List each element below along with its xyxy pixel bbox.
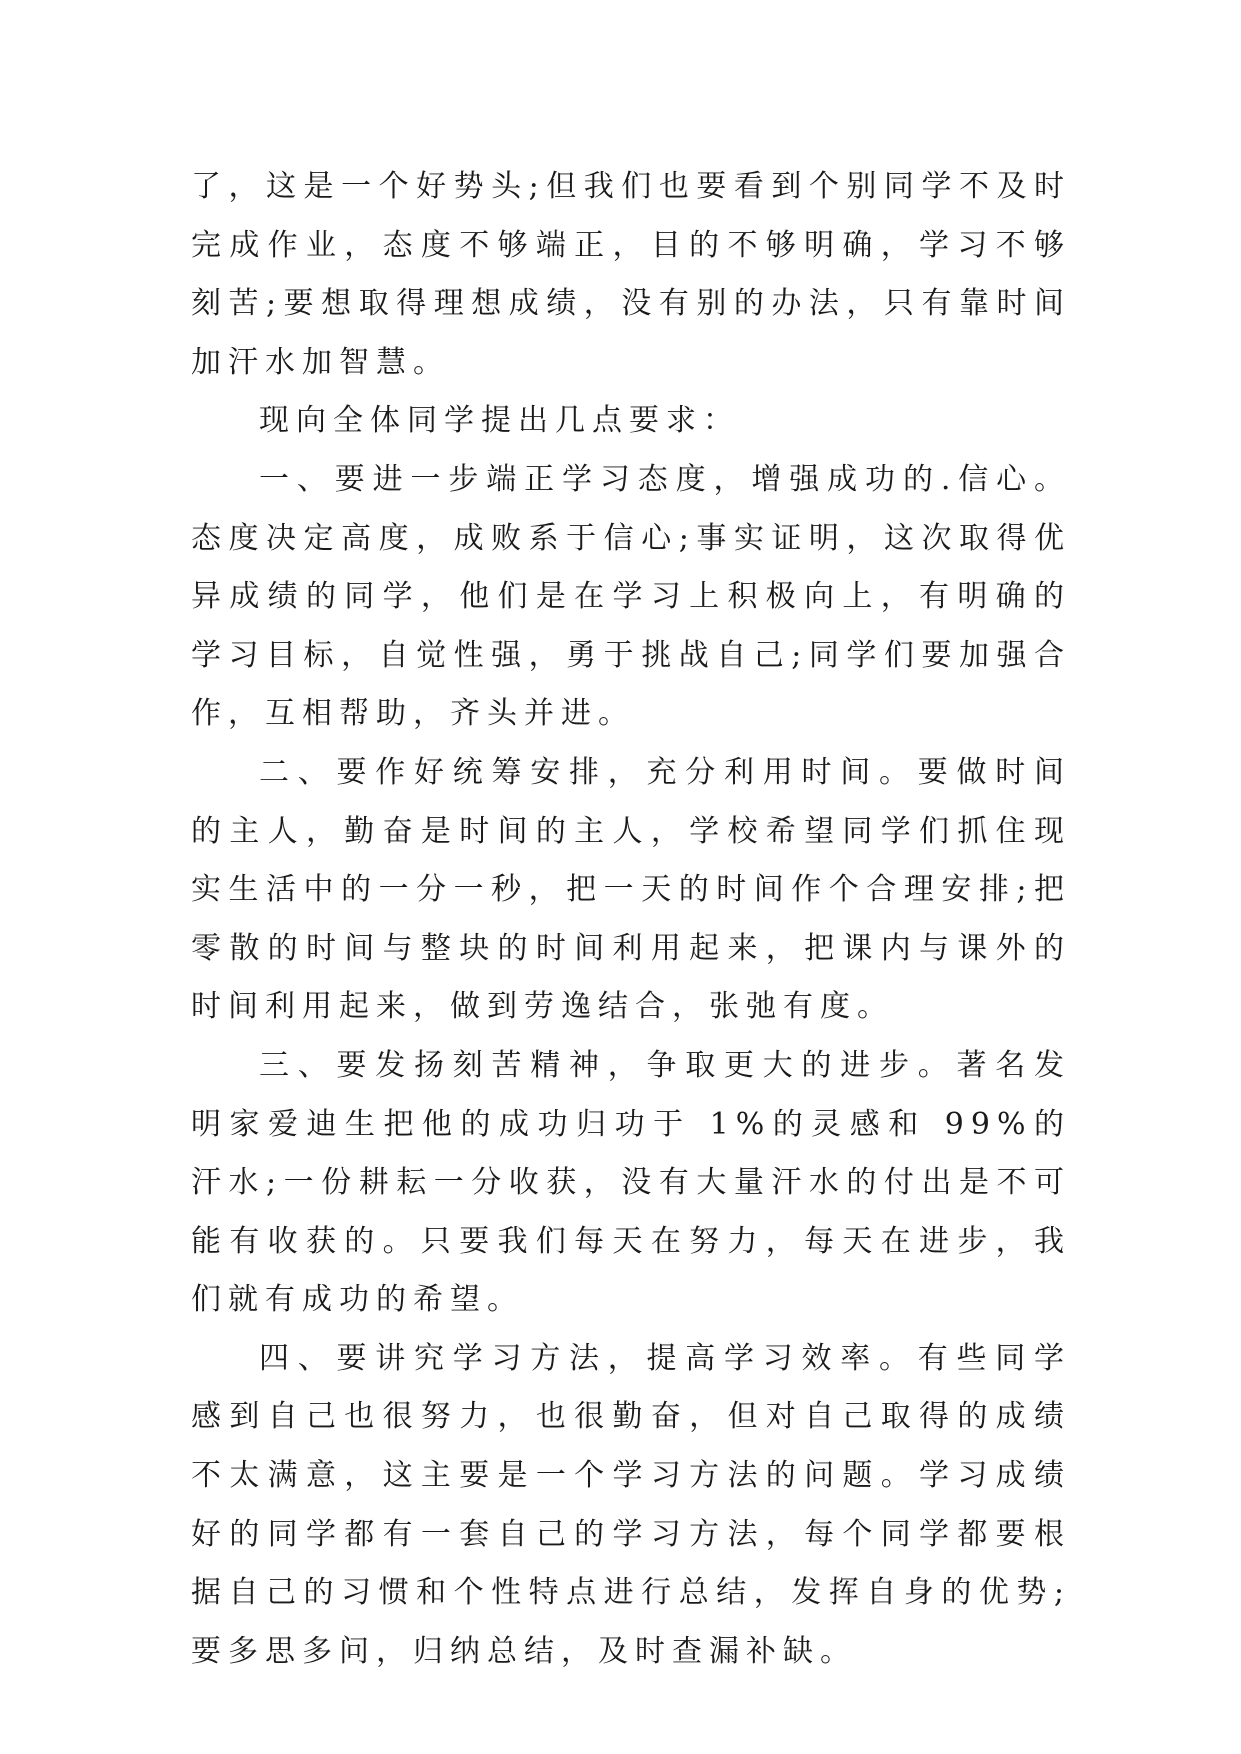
paragraph-point-3: 三、要发扬刻苦精神，争取更大的进步。著名发明家爱迪生把他的成功归功于 1%的灵感和 99%的汗水;一份耕耘一分收获，没有大量汗水的付出是不可能有收获的。只要我们每天在努力，每天在进步，我们就有成功的希望。 <box>191 1047 1071 1318</box>
document-body <box>191 158 1071 1681</box>
paragraph-intro: 现向全体同学提出几点要求： <box>259 403 740 439</box>
paragraph-point-4: 四、要讲究学习方法，提高学习效率。有些同学感到自己也很努力，也很勤奋，但对自己取得的成绩不太满意，这主要是一个学习方法的问题。学习成绩好的同学都有一套自己的学习方法，每个同学都要根据自己的习惯和个性特点进行总结，发挥自身的优势;要多思多问，归纳总结，及时查漏补缺。 <box>191 1340 1071 1669</box>
paragraph-point-2: 二、要作好统筹安排，充分利用时间。要做时间的主人，勤奋是时间的主人，学校希望同学们抓住现实生活中的一分一秒，把一天的时间作个合理安排;把零散的时间与整块的时间利用起来，把课内与课外的时间利用起来，做到劳逸结合，张弛有度。 <box>191 754 1071 1025</box>
paragraph-continuation: 了，这是一个好势头;但我们也要看到个别同学不及时完成作业，态度不够端正，目的不够明确，学习不够刻苦;要想取得理想成绩，没有别的办法，只有靠时间加汗水加智慧。 <box>191 169 1071 380</box>
paragraph-point-1: 一、要进一步端正学习态度，增强成功的.信心。态度决定高度，成败系于信心;事实证明，这次取得优异成绩的同学，他们是在学习上积极向上，有明确的学习目标，自觉性强，勇于挑战自己;同学们要加强合作，互相帮助，齐头并进。 <box>191 461 1071 732</box>
